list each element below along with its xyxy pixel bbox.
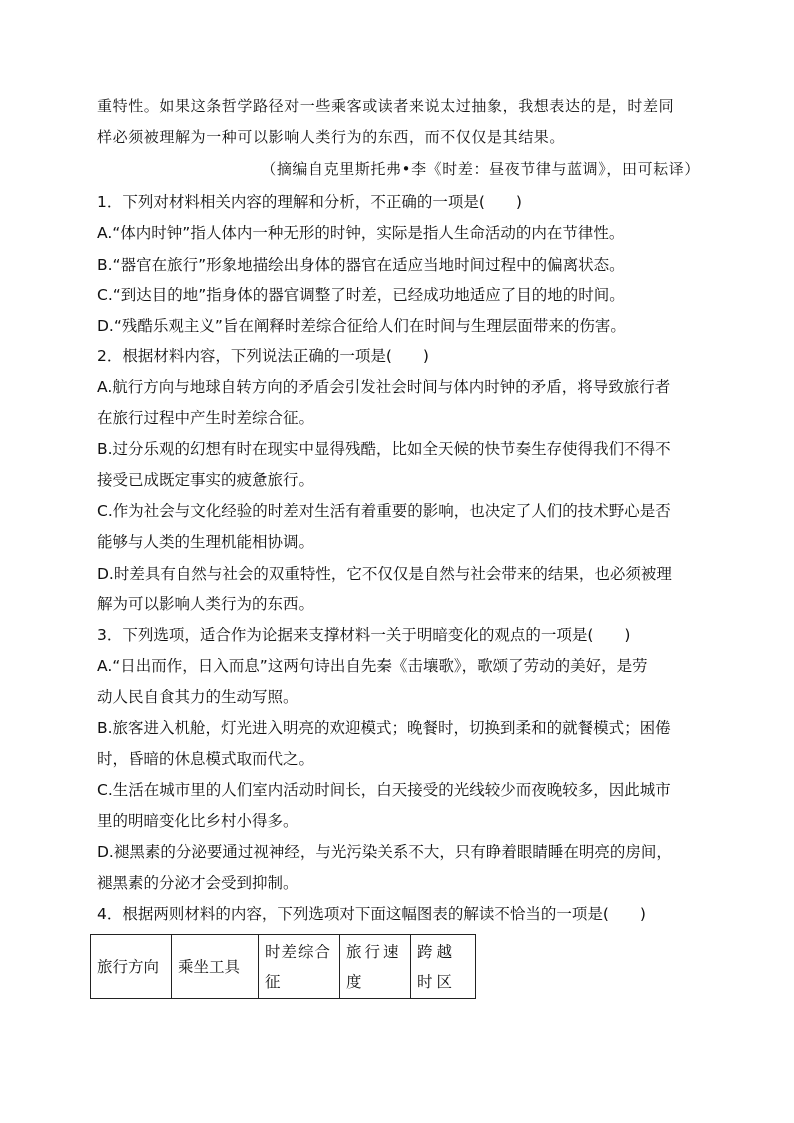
- chart-table: [90, 934, 476, 999]
- question-1-stem: 1．下列对材料相关内容的理解和分析，不正确的一项是( ): [97, 193, 522, 211]
- table-header-row: [91, 935, 476, 999]
- question-2-option-b-line-2: 接受已成既定事实的疲惫旅行。: [97, 471, 315, 489]
- question-4-stem: 4．根据两则材料的内容，下列选项对下面这幅图表的解读不恰当的一项是( ): [97, 905, 646, 923]
- excerpt-line-1: 重特性。如果这条哲学路径对一些乘客或读者来说太过抽象，我想表达的是，时差同: [97, 97, 675, 115]
- excerpt-line-2: 样必须被理解为一种可以影响人类行为的东西，而不仅仅是其结果。: [97, 128, 566, 146]
- excerpt-source: （摘编自克里斯托弗•李《时差：昼夜节律与蓝调》，田可耘译）: [261, 160, 700, 178]
- question-3-option-a-line-1: A.“日出而作，日入而息”这两句诗出自先秦《击壤歌》，歌颂了劳动的美好，是劳: [97, 657, 648, 675]
- question-1-option-d: D.“残酷乐观主义”旨在阐释时差综合征给人们在时间与生理层面带来的伤害。: [97, 317, 626, 335]
- question-3-option-d-line-1: D.褪黑素的分泌要通过视神经，与光污染关系不大，只有睁着眼睛睡在明亮的房间，: [97, 843, 672, 861]
- question-3-option-c-line-1: C.生活在城市里的人们室内活动时间长，白天接受的光线较少而夜晚较多，因此城市: [97, 781, 671, 799]
- question-3-option-c-line-2: 里的明暗变化比乡村小得多。: [97, 812, 299, 830]
- question-1-option-a: A.“体内时钟”指人体内一种无形的时钟，实际是指人生命活动的内在节律性。: [97, 224, 625, 242]
- question-3-option-b-line-2: 时，昏暗的休息模式取而代之。: [97, 750, 315, 768]
- question-2-option-c-line-2: 能够与人类的生理机能相协调。: [97, 533, 315, 551]
- question-2-option-b-line-1: B.过分乐观的幻想有时在现实中显得残酷，比如全天候的快节奏生存使得我们不得不: [97, 440, 671, 458]
- table-header-cell: 时差综合征: [259, 935, 340, 999]
- question-2-option-d-line-1: D.时差具有自然与社会的双重特性，它不仅仅是自然与社会带来的结果，也必须被理: [97, 565, 672, 583]
- table-header-cell: 乘坐工具: [172, 935, 259, 999]
- question-2-option-a-line-1: A.航行方向与地球自转方向的矛盾会引发社会时间与体内时钟的矛盾，将导致旅行者: [97, 378, 671, 396]
- question-3-option-b-line-1: B.旅客进入机舱，灯光进入明亮的欢迎模式；晚餐时，切换到柔和的就餐模式；困倦: [97, 719, 671, 737]
- question-2-option-a-line-2: 在旅行过程中产生时差综合征。: [97, 409, 315, 427]
- question-1-option-c: C.“到达目的地”指身体的器官调整了时差，已经成功地适应了目的地的时间。: [97, 286, 625, 304]
- question-1-option-b: B.“器官在旅行”形象地描绘出身体的器官在适应当地时间过程中的偏离状态。: [97, 256, 625, 274]
- question-2-stem: 2．根据材料内容，下列说法正确的一项是( ): [97, 347, 429, 365]
- question-3-option-a-line-2: 动人民自食其力的生动写照。: [97, 688, 299, 706]
- table-header-cell: 旅行方向: [91, 935, 172, 999]
- question-3-option-d-line-2: 褪黑素的分泌才会受到抑制。: [97, 874, 299, 892]
- question-2-option-c-line-1: C.作为社会与文化经验的时差对生活有着重要的影响，也决定了人们的技术野心是否: [97, 502, 671, 520]
- table-header-cell: 旅行速度: [340, 935, 411, 999]
- table-header-cell: 跨越时区: [411, 935, 476, 999]
- question-3-stem: 3．下列选项，适合作为论据来支撑材料一关于明暗变化的观点的一项是( ): [97, 626, 631, 644]
- question-2-option-d-line-2: 解为可以影响人类行为的东西。: [97, 595, 315, 613]
